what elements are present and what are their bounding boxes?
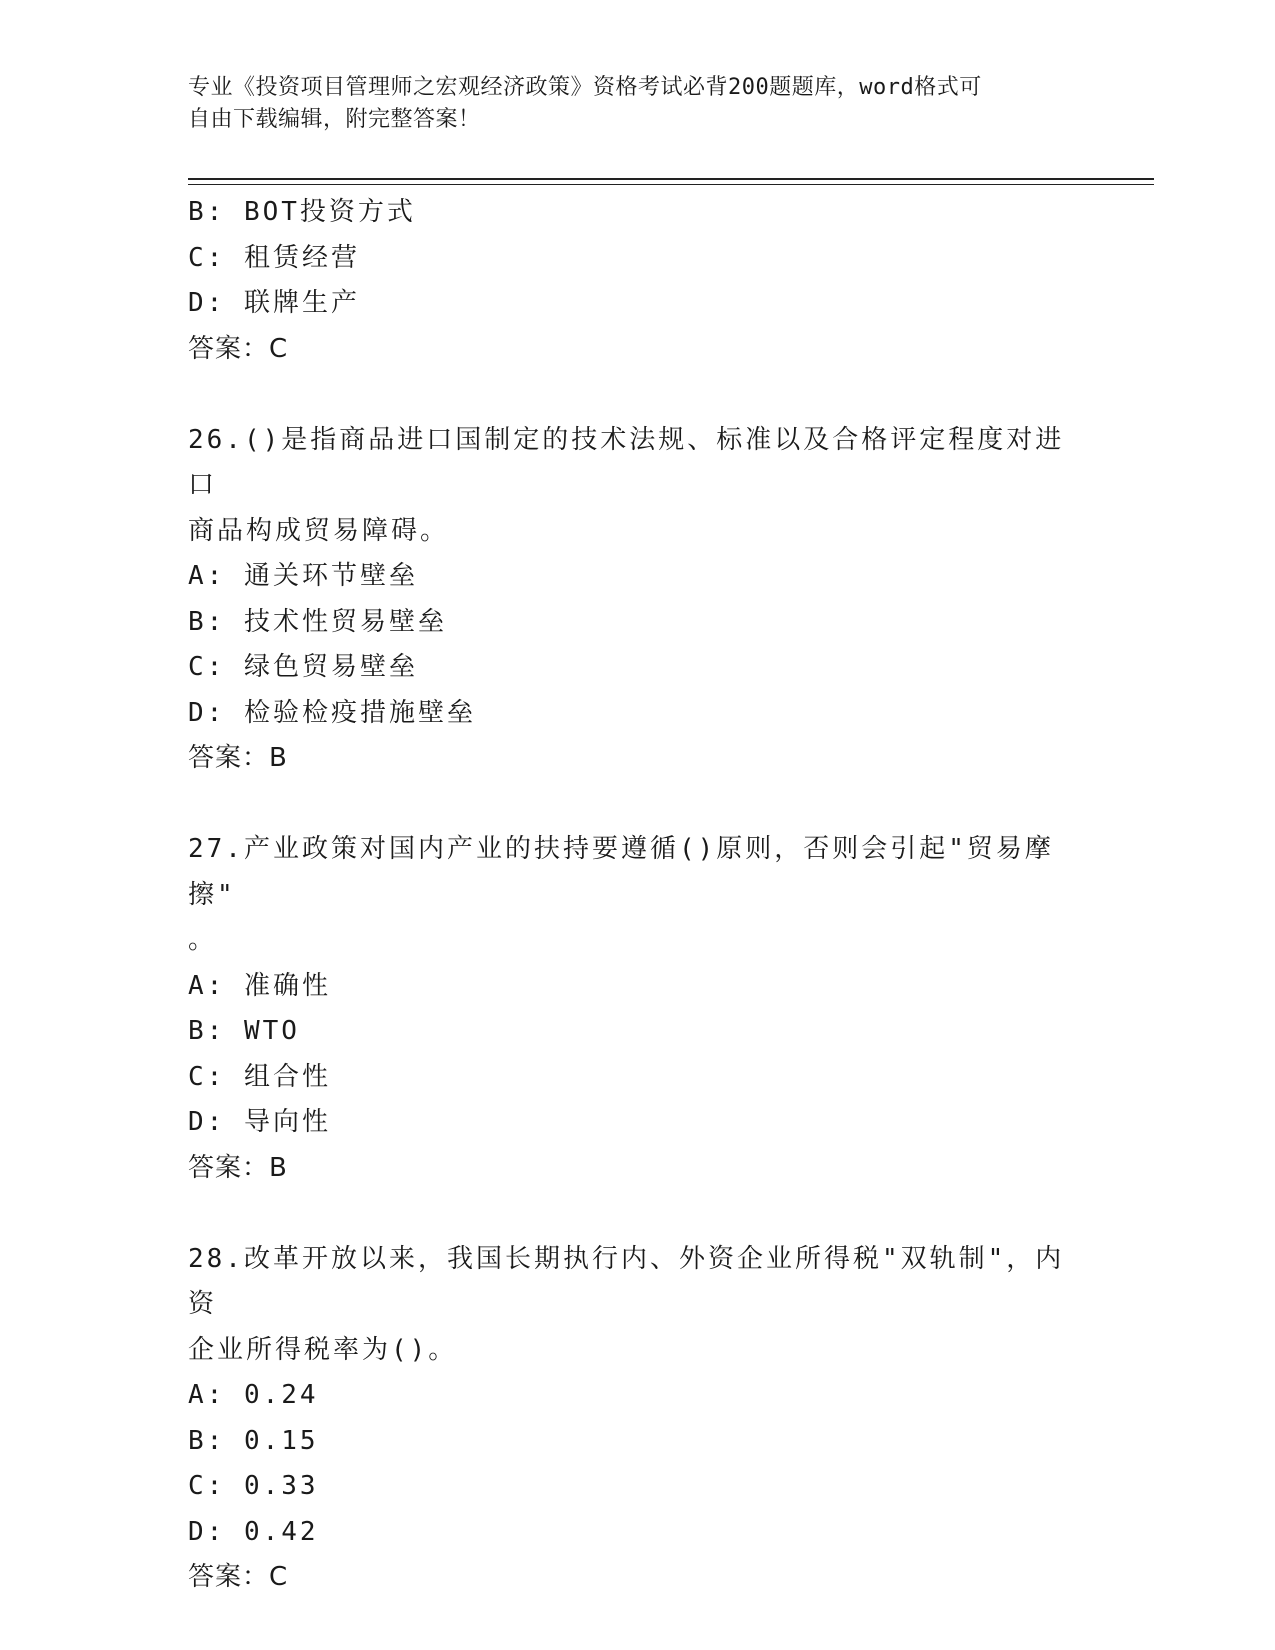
option-b: B: WTO (188, 1016, 300, 1046)
question-stem-line-2: 。 (188, 925, 218, 955)
question-stem-line-1: 28.改革开放以来，我国长期执行内、外资企业所得税"双轨制"，内资 (188, 1243, 1065, 1319)
question-list (188, 190, 1068, 1601)
option-a: A: 通关环节壁垒 (188, 561, 418, 591)
option-b: B: 0.15 (188, 1425, 319, 1456)
header-divider-thick (188, 178, 1154, 180)
question-stem-line-2: 商品构成贸易障碍。 (188, 515, 450, 546)
answer-line: 答案：B (188, 743, 288, 773)
question-stem-line-1: 27.产业政策对国内产业的扶持要遵循()原则，否则会引起"贸易摩擦" (188, 834, 1054, 910)
document-header (188, 72, 1068, 136)
answer-line: 答案：C (188, 1562, 289, 1592)
question-27 (188, 827, 1068, 1191)
header-divider-thin (188, 184, 1154, 185)
option-d: D: 联牌生产 (188, 288, 360, 318)
option-b: B: BOT投资方式 (188, 197, 416, 227)
header-line-1: 专业《投资项目管理师之宏观经济政策》资格考试必背200题题库，word格式可 (188, 75, 982, 100)
question-stem-line-1: 26.()是指商品进口国制定的技术法规、标准以及合格评定程度对进口 (188, 424, 1065, 500)
option-d: D: 导向性 (188, 1107, 331, 1137)
option-d: D: 0.42 (188, 1516, 319, 1547)
option-c: C: 绿色贸易壁垒 (188, 652, 418, 682)
answer-line: 答案：B (188, 1152, 288, 1183)
partial-question (188, 190, 1068, 372)
option-c: C: 租赁经营 (188, 242, 360, 273)
option-b: B: 技术性贸易壁垒 (188, 606, 447, 637)
question-28 (188, 1237, 1068, 1601)
question-26 (188, 418, 1068, 782)
option-c: C: 组合性 (188, 1061, 331, 1092)
option-a: A: 准确性 (188, 970, 331, 1001)
header-line-2: 自由下载编辑，附完整答案！ (188, 107, 481, 132)
option-a: A: 0.24 (188, 1380, 319, 1410)
option-c: C: 0.33 (188, 1471, 319, 1501)
question-stem-line-2: 企业所得税率为()。 (188, 1334, 458, 1365)
option-d: D: 检验检疫措施壁垒 (188, 697, 476, 728)
answer-line: 答案：C (188, 333, 289, 364)
